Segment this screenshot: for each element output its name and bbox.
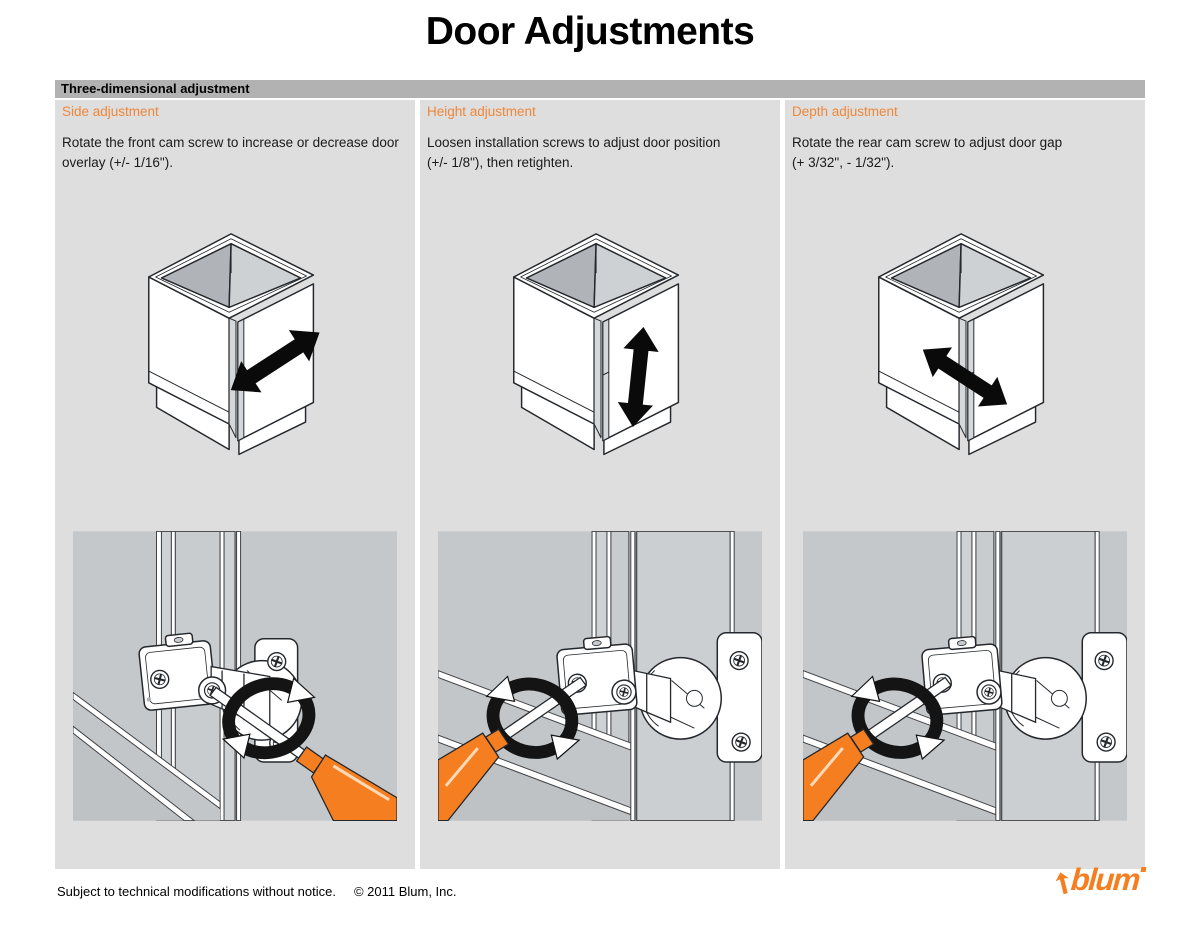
section-header-bar: Three-dimensional adjustment — [55, 80, 1145, 98]
body-line: Rotate the front cam screw to increase or decrease door — [62, 135, 399, 150]
blum-logo — [1056, 864, 1146, 895]
cabinet-illustration-height — [502, 228, 698, 473]
hinge-illustration-depth — [803, 531, 1127, 821]
cabinet-illustration-side — [137, 228, 333, 473]
hinge-illustration-side — [73, 531, 397, 821]
body-line: Loosen installation screws to adjust door position — [427, 135, 721, 150]
panel-body — [62, 133, 409, 173]
panel-depth-adjustment — [785, 100, 1145, 869]
panel-title: Height adjustment — [427, 104, 536, 119]
body-line: (+/- 1/8"), then retighten. — [427, 155, 574, 170]
page-title: Door Adjustments — [425, 10, 755, 53]
blum-logo-text: blum — [1069, 862, 1141, 897]
body-line: Rotate the rear cam screw to adjust door gap — [792, 135, 1063, 150]
body-line: (+ 3/32", - 1/32"). — [792, 155, 895, 170]
panel-title: Side adjustment — [62, 104, 159, 119]
cabinet-illustration-depth — [867, 228, 1063, 473]
adjustment-columns — [55, 100, 1145, 869]
hinge-illustration-height — [438, 531, 762, 821]
panel-body — [427, 133, 774, 173]
panel-height-adjustment — [420, 100, 780, 869]
body-line: overlay (+/- 1/16"). — [62, 155, 173, 170]
blum-arrow-icon — [1056, 872, 1070, 894]
footer-disclaimer: Subject to technical modifications without notice. — [57, 884, 336, 899]
panel-body — [792, 133, 1139, 173]
footer — [57, 884, 457, 899]
panel-side-adjustment — [55, 100, 415, 869]
panel-title: Depth adjustment — [792, 104, 898, 119]
footer-copyright: © 2011 Blum, Inc. — [353, 884, 457, 899]
content-area — [55, 80, 1145, 869]
trademark-dot-icon — [1141, 867, 1147, 872]
